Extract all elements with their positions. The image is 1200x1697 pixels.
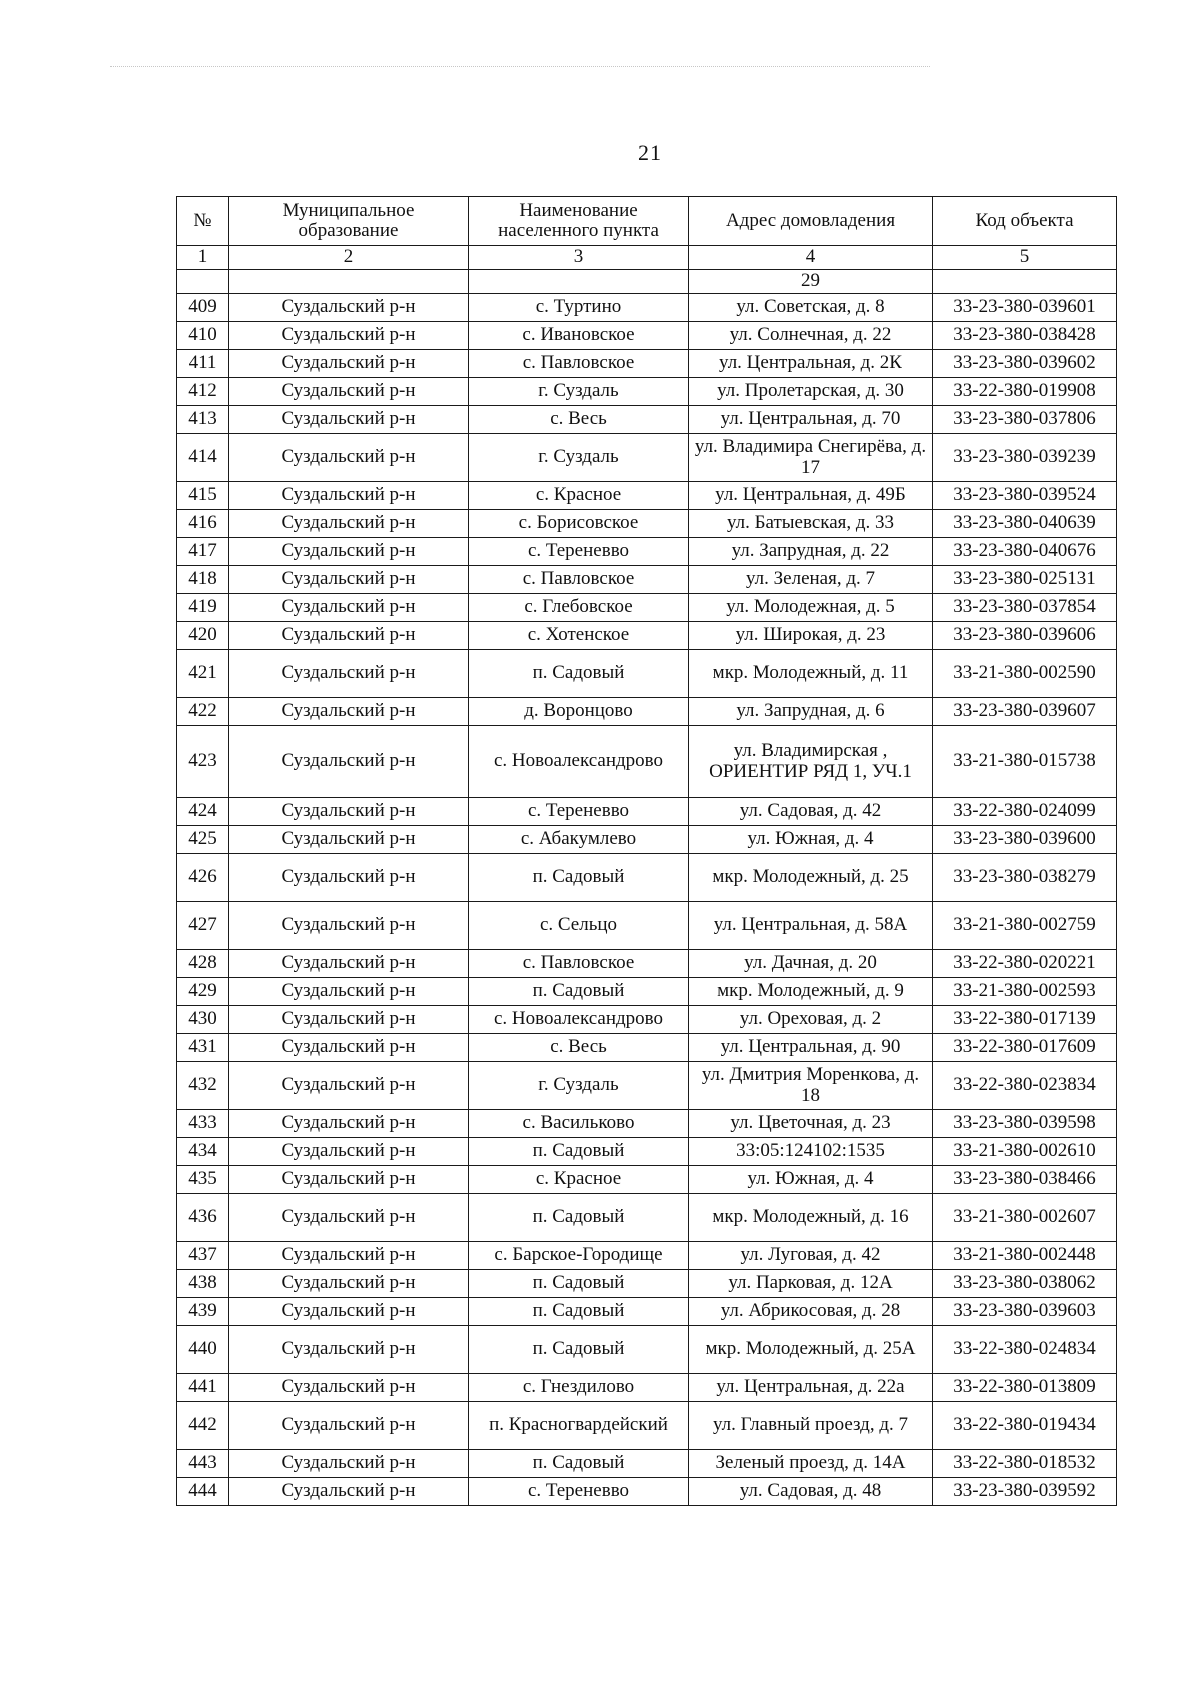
header-settlement: Наименование населенного пункта (469, 197, 689, 246)
row-object-code: 33-22-380-017139 (933, 1006, 1117, 1034)
row-address: ул. Центральная, д. 49Б (689, 482, 933, 510)
row-object-code: 33-23-380-038062 (933, 1270, 1117, 1298)
table-row (177, 1326, 1117, 1374)
row-settlement: г. Суздаль (469, 434, 689, 482)
row-address: ул. Южная, д. 4 (689, 826, 933, 854)
row-municipality: Суздальский р-н (229, 406, 469, 434)
row-number: 420 (177, 622, 229, 650)
row-object-code: 33-22-380-013809 (933, 1374, 1117, 1402)
table-row (177, 566, 1117, 594)
row-settlement: с. Красное (469, 482, 689, 510)
section-empty-cell (229, 270, 469, 294)
row-settlement: с. Красное (469, 1166, 689, 1194)
row-municipality: Суздальский р-н (229, 826, 469, 854)
row-municipality: Суздальский р-н (229, 1194, 469, 1242)
row-object-code: 33-23-380-039601 (933, 294, 1117, 322)
row-address: ул. Садовая, д. 42 (689, 798, 933, 826)
section-label: 29 (689, 270, 933, 294)
row-number: 432 (177, 1062, 229, 1110)
row-municipality: Суздальский р-н (229, 1006, 469, 1034)
header-number: № (177, 197, 229, 246)
row-settlement: п. Садовый (469, 854, 689, 902)
row-object-code: 33-23-380-037806 (933, 406, 1117, 434)
row-municipality: Суздальский р-н (229, 978, 469, 1006)
row-settlement: г. Суздаль (469, 1062, 689, 1110)
row-address: ул. Садовая, д. 48 (689, 1478, 933, 1506)
row-municipality: Суздальский р-н (229, 1062, 469, 1110)
row-address: мкр. Молодежный, д. 25А (689, 1326, 933, 1374)
row-number: 430 (177, 1006, 229, 1034)
table-row (177, 1194, 1117, 1242)
row-object-code: 33-22-380-019434 (933, 1402, 1117, 1450)
row-object-code: 33-23-380-037854 (933, 594, 1117, 622)
row-settlement: с. Тереневво (469, 538, 689, 566)
row-address: мкр. Молодежный, д. 25 (689, 854, 933, 902)
row-object-code: 33-21-380-015738 (933, 726, 1117, 798)
row-address: ул. Главный проезд, д. 7 (689, 1402, 933, 1450)
table-row (177, 1298, 1117, 1326)
row-number: 409 (177, 294, 229, 322)
row-object-code: 33-22-380-019908 (933, 378, 1117, 406)
row-number: 411 (177, 350, 229, 378)
row-address: ул. Пролетарская, д. 30 (689, 378, 933, 406)
row-municipality: Суздальский р-н (229, 650, 469, 698)
row-municipality: Суздальский р-н (229, 566, 469, 594)
table-row (177, 1450, 1117, 1478)
row-address: ул. Ореховая, д. 2 (689, 1006, 933, 1034)
row-object-code: 33-23-380-039607 (933, 698, 1117, 726)
table-row (177, 1006, 1117, 1034)
row-municipality: Суздальский р-н (229, 950, 469, 978)
row-object-code: 33-23-380-038428 (933, 322, 1117, 350)
row-address: ул. Южная, д. 4 (689, 1166, 933, 1194)
table-row (177, 1034, 1117, 1062)
section-empty-cell (469, 270, 689, 294)
row-settlement: с. Хотенское (469, 622, 689, 650)
row-address: Зеленый проезд, д. 14А (689, 1450, 933, 1478)
table-row (177, 378, 1117, 406)
row-number: 414 (177, 434, 229, 482)
row-number: 410 (177, 322, 229, 350)
page-number: 21 (638, 140, 662, 165)
row-municipality: Суздальский р-н (229, 510, 469, 538)
row-settlement: с. Сельцо (469, 902, 689, 950)
row-object-code: 33-21-380-002448 (933, 1242, 1117, 1270)
table-row (177, 726, 1117, 798)
row-municipality: Суздальский р-н (229, 1374, 469, 1402)
table-row (177, 1402, 1117, 1450)
row-settlement: с. Ивановское (469, 322, 689, 350)
row-number: 424 (177, 798, 229, 826)
section-empty-cell (177, 270, 229, 294)
row-object-code: 33-23-380-039592 (933, 1478, 1117, 1506)
section-row (177, 270, 1117, 294)
table-row (177, 950, 1117, 978)
row-settlement: с. Павловское (469, 566, 689, 594)
scan-artifact-line (110, 66, 930, 68)
header-object-code: Код объекта (933, 197, 1117, 246)
row-municipality: Суздальский р-н (229, 854, 469, 902)
row-municipality: Суздальский р-н (229, 1242, 469, 1270)
row-address: ул. Запрудная, д. 22 (689, 538, 933, 566)
row-municipality: Суздальский р-н (229, 1166, 469, 1194)
row-settlement: с. Абакумлево (469, 826, 689, 854)
row-number: 419 (177, 594, 229, 622)
row-municipality: Суздальский р-н (229, 594, 469, 622)
row-object-code: 33-23-380-039606 (933, 622, 1117, 650)
row-settlement: п. Садовый (469, 1298, 689, 1326)
row-number: 442 (177, 1402, 229, 1450)
row-settlement: п. Садовый (469, 1450, 689, 1478)
row-number: 418 (177, 566, 229, 594)
row-object-code: 33-23-380-040639 (933, 510, 1117, 538)
row-object-code: 33-22-380-017609 (933, 1034, 1117, 1062)
table-row (177, 1062, 1117, 1110)
row-address: ул. Центральная, д. 22а (689, 1374, 933, 1402)
row-municipality: Суздальский р-н (229, 1110, 469, 1138)
row-address: ул. Центральная, д. 90 (689, 1034, 933, 1062)
row-number: 412 (177, 378, 229, 406)
row-settlement: с. Туртино (469, 294, 689, 322)
header-address: Адрес домовладения (689, 197, 933, 246)
row-municipality: Суздальский р-н (229, 1138, 469, 1166)
row-settlement: п. Садовый (469, 1270, 689, 1298)
row-municipality: Суздальский р-н (229, 434, 469, 482)
row-municipality: Суздальский р-н (229, 1298, 469, 1326)
row-object-code: 33-23-380-039524 (933, 482, 1117, 510)
row-number: 416 (177, 510, 229, 538)
row-municipality: Суздальский р-н (229, 538, 469, 566)
row-object-code: 33-22-380-024834 (933, 1326, 1117, 1374)
row-number: 444 (177, 1478, 229, 1506)
row-number: 436 (177, 1194, 229, 1242)
table-row (177, 978, 1117, 1006)
row-object-code: 33-23-380-040676 (933, 538, 1117, 566)
section-empty-cell (933, 270, 1117, 294)
row-object-code: 33-22-380-024099 (933, 798, 1117, 826)
table-row (177, 538, 1117, 566)
table-body (177, 294, 1117, 1506)
row-settlement: п. Красногвардейский (469, 1402, 689, 1450)
row-address: мкр. Молодежный, д. 16 (689, 1194, 933, 1242)
row-number: 435 (177, 1166, 229, 1194)
row-object-code: 33-23-380-039600 (933, 826, 1117, 854)
row-number: 422 (177, 698, 229, 726)
row-address: ул. Парковая, д. 12А (689, 1270, 933, 1298)
row-settlement: с. Барское-Городище (469, 1242, 689, 1270)
row-municipality: Суздальский р-н (229, 482, 469, 510)
row-number: 417 (177, 538, 229, 566)
column-number: 3 (469, 246, 689, 270)
row-object-code: 33-23-380-025131 (933, 566, 1117, 594)
row-object-code: 33-22-380-018532 (933, 1450, 1117, 1478)
row-settlement: с. Борисовское (469, 510, 689, 538)
row-municipality: Суздальский р-н (229, 698, 469, 726)
row-address: ул. Центральная, д. 58А (689, 902, 933, 950)
header-municipality: Муниципальное образование (229, 197, 469, 246)
row-municipality: Суздальский р-н (229, 378, 469, 406)
row-object-code: 33-22-380-023834 (933, 1062, 1117, 1110)
row-settlement: с. Васильково (469, 1110, 689, 1138)
row-object-code: 33-23-380-038279 (933, 854, 1117, 902)
row-object-code: 33-23-380-039598 (933, 1110, 1117, 1138)
table-row (177, 482, 1117, 510)
column-number-row (177, 246, 1117, 270)
row-number: 426 (177, 854, 229, 902)
row-number: 415 (177, 482, 229, 510)
row-address: ул. Владимирская , ОРИЕНТИР РЯД 1, УЧ.1 (689, 726, 933, 798)
table-row (177, 406, 1117, 434)
row-settlement: с. Тереневво (469, 1478, 689, 1506)
table-row (177, 854, 1117, 902)
row-address: ул. Молодежная, д. 5 (689, 594, 933, 622)
row-number: 433 (177, 1110, 229, 1138)
table-row (177, 294, 1117, 322)
table-row (177, 1166, 1117, 1194)
row-settlement: с. Тереневво (469, 798, 689, 826)
row-address: ул. Зеленая, д. 7 (689, 566, 933, 594)
table-row (177, 902, 1117, 950)
row-address: ул. Запрудная, д. 6 (689, 698, 933, 726)
row-number: 437 (177, 1242, 229, 1270)
row-municipality: Суздальский р-н (229, 1326, 469, 1374)
row-settlement: с. Павловское (469, 350, 689, 378)
row-municipality: Суздальский р-н (229, 1402, 469, 1450)
row-number: 421 (177, 650, 229, 698)
table-row (177, 1242, 1117, 1270)
column-number: 5 (933, 246, 1117, 270)
row-object-code: 33-23-380-039602 (933, 350, 1117, 378)
row-settlement: с. Новоалександрово (469, 726, 689, 798)
row-object-code: 33-21-380-002759 (933, 902, 1117, 950)
row-address: ул. Солнечная, д. 22 (689, 322, 933, 350)
row-settlement: с. Весь (469, 406, 689, 434)
row-address: 33:05:124102:1535 (689, 1138, 933, 1166)
row-municipality: Суздальский р-н (229, 1270, 469, 1298)
row-settlement: п. Садовый (469, 1138, 689, 1166)
row-municipality: Суздальский р-н (229, 1450, 469, 1478)
row-municipality: Суздальский р-н (229, 294, 469, 322)
row-address: ул. Дмитрия Моренкова, д. 18 (689, 1062, 933, 1110)
row-number: 413 (177, 406, 229, 434)
row-settlement: п. Садовый (469, 1194, 689, 1242)
row-settlement: с. Глебовское (469, 594, 689, 622)
row-object-code: 33-23-380-039603 (933, 1298, 1117, 1326)
row-address: мкр. Молодежный, д. 9 (689, 978, 933, 1006)
row-address: ул. Абрикосовая, д. 28 (689, 1298, 933, 1326)
row-number: 427 (177, 902, 229, 950)
row-number: 423 (177, 726, 229, 798)
row-address: ул. Широкая, д. 23 (689, 622, 933, 650)
row-number: 428 (177, 950, 229, 978)
table-row (177, 1138, 1117, 1166)
row-object-code: 33-23-380-039239 (933, 434, 1117, 482)
household-registry-table (176, 196, 1117, 1506)
table-row (177, 1374, 1117, 1402)
row-object-code: 33-21-380-002610 (933, 1138, 1117, 1166)
row-number: 425 (177, 826, 229, 854)
row-number: 434 (177, 1138, 229, 1166)
row-settlement: с. Гнездилово (469, 1374, 689, 1402)
table-row (177, 1110, 1117, 1138)
row-municipality: Суздальский р-н (229, 622, 469, 650)
column-number: 2 (229, 246, 469, 270)
row-address: ул. Советская, д. 8 (689, 294, 933, 322)
row-municipality: Суздальский р-н (229, 1478, 469, 1506)
row-municipality: Суздальский р-н (229, 322, 469, 350)
table-row (177, 798, 1117, 826)
row-municipality: Суздальский р-н (229, 350, 469, 378)
table-row (177, 1270, 1117, 1298)
row-number: 439 (177, 1298, 229, 1326)
row-number: 440 (177, 1326, 229, 1374)
row-number: 438 (177, 1270, 229, 1298)
table-row (177, 1478, 1117, 1506)
row-address: ул. Цветочная, д. 23 (689, 1110, 933, 1138)
table-row (177, 594, 1117, 622)
column-number: 1 (177, 246, 229, 270)
row-address: ул. Батыевская, д. 33 (689, 510, 933, 538)
row-object-code: 33-22-380-020221 (933, 950, 1117, 978)
table-row (177, 650, 1117, 698)
row-object-code: 33-21-380-002593 (933, 978, 1117, 1006)
row-settlement: с. Весь (469, 1034, 689, 1062)
row-settlement: г. Суздаль (469, 378, 689, 406)
table-row (177, 622, 1117, 650)
table-row (177, 350, 1117, 378)
row-number: 443 (177, 1450, 229, 1478)
row-settlement: д. Воронцово (469, 698, 689, 726)
row-municipality: Суздальский р-н (229, 798, 469, 826)
table-row (177, 826, 1117, 854)
row-settlement: п. Садовый (469, 650, 689, 698)
row-address: ул. Владимира Снегирёва, д. 17 (689, 434, 933, 482)
row-address: мкр. Молодежный, д. 11 (689, 650, 933, 698)
row-number: 441 (177, 1374, 229, 1402)
table-header-row (177, 197, 1117, 246)
column-number: 4 (689, 246, 933, 270)
table-row (177, 322, 1117, 350)
row-address: ул. Луговая, д. 42 (689, 1242, 933, 1270)
row-address: ул. Центральная, д. 70 (689, 406, 933, 434)
row-address: ул. Дачная, д. 20 (689, 950, 933, 978)
row-number: 431 (177, 1034, 229, 1062)
row-settlement: с. Павловское (469, 950, 689, 978)
table-row (177, 510, 1117, 538)
row-municipality: Суздальский р-н (229, 726, 469, 798)
row-object-code: 33-23-380-038466 (933, 1166, 1117, 1194)
row-object-code: 33-21-380-002590 (933, 650, 1117, 698)
row-object-code: 33-21-380-002607 (933, 1194, 1117, 1242)
row-settlement: п. Садовый (469, 1326, 689, 1374)
row-municipality: Суздальский р-н (229, 1034, 469, 1062)
row-settlement: п. Садовый (469, 978, 689, 1006)
table-row (177, 434, 1117, 482)
table-row (177, 698, 1117, 726)
row-number: 429 (177, 978, 229, 1006)
row-municipality: Суздальский р-н (229, 902, 469, 950)
row-settlement: с. Новоалександрово (469, 1006, 689, 1034)
row-address: ул. Центральная, д. 2К (689, 350, 933, 378)
